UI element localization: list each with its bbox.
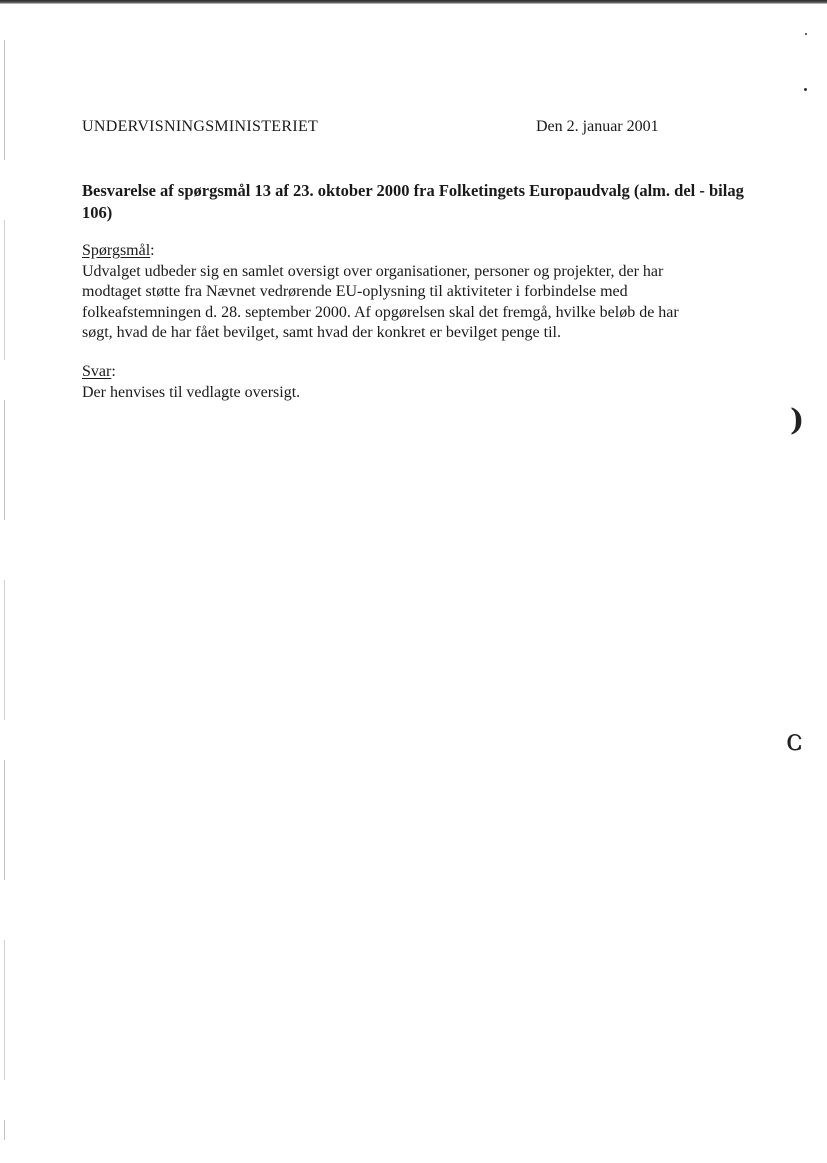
- question-line: Udvalget udbeder sig en samlet oversigt over organisationer, personer og projekter, der har: [82, 262, 664, 280]
- ministry-name: UNDERVISNINGSMINISTERIET: [82, 118, 319, 135]
- question-line: modtaget støtte fra Nævnet vedrørende EU-oplysning til aktiviteter i forbindelse med: [82, 283, 628, 300]
- answer-line: Der henvises til vedlagte oversigt.: [82, 383, 301, 401]
- punch-hole-mark-lower: ɔ: [786, 723, 803, 758]
- scan-top-edge: [0, 0, 827, 4]
- question-section: [82, 241, 752, 344]
- question-line: folkeafstemningen d. 28. september 2000. Af opgørelsen skal det fremgå, hvilke beløb de har: [82, 303, 679, 321]
- question-heading-colon: :: [150, 242, 155, 259]
- letter-date: Den 2. januar 2001: [536, 118, 659, 135]
- answer-heading-line: [82, 362, 752, 383]
- scan-left-edge: [4, 40, 5, 1140]
- answer-heading: Svar: [82, 363, 112, 380]
- question-line: søgt, hvad de har fået bevilget, samt hvad der konkret er bevilget penge til.: [82, 324, 561, 341]
- question-heading: Spørgsmål: [82, 242, 151, 259]
- question-heading-line: [82, 241, 752, 262]
- scan-speck: [804, 88, 807, 91]
- answer-section: [82, 362, 752, 403]
- answer-heading-colon: :: [111, 363, 116, 380]
- scan-speck: [805, 33, 807, 35]
- subject-heading: Besvarelse af spørgsmål 13 af 23. oktober 2000 fra Folketingets Europaudvalg (alm. del - bilag 106): [82, 181, 744, 222]
- punch-hole-mark-upper: ): [790, 403, 805, 438]
